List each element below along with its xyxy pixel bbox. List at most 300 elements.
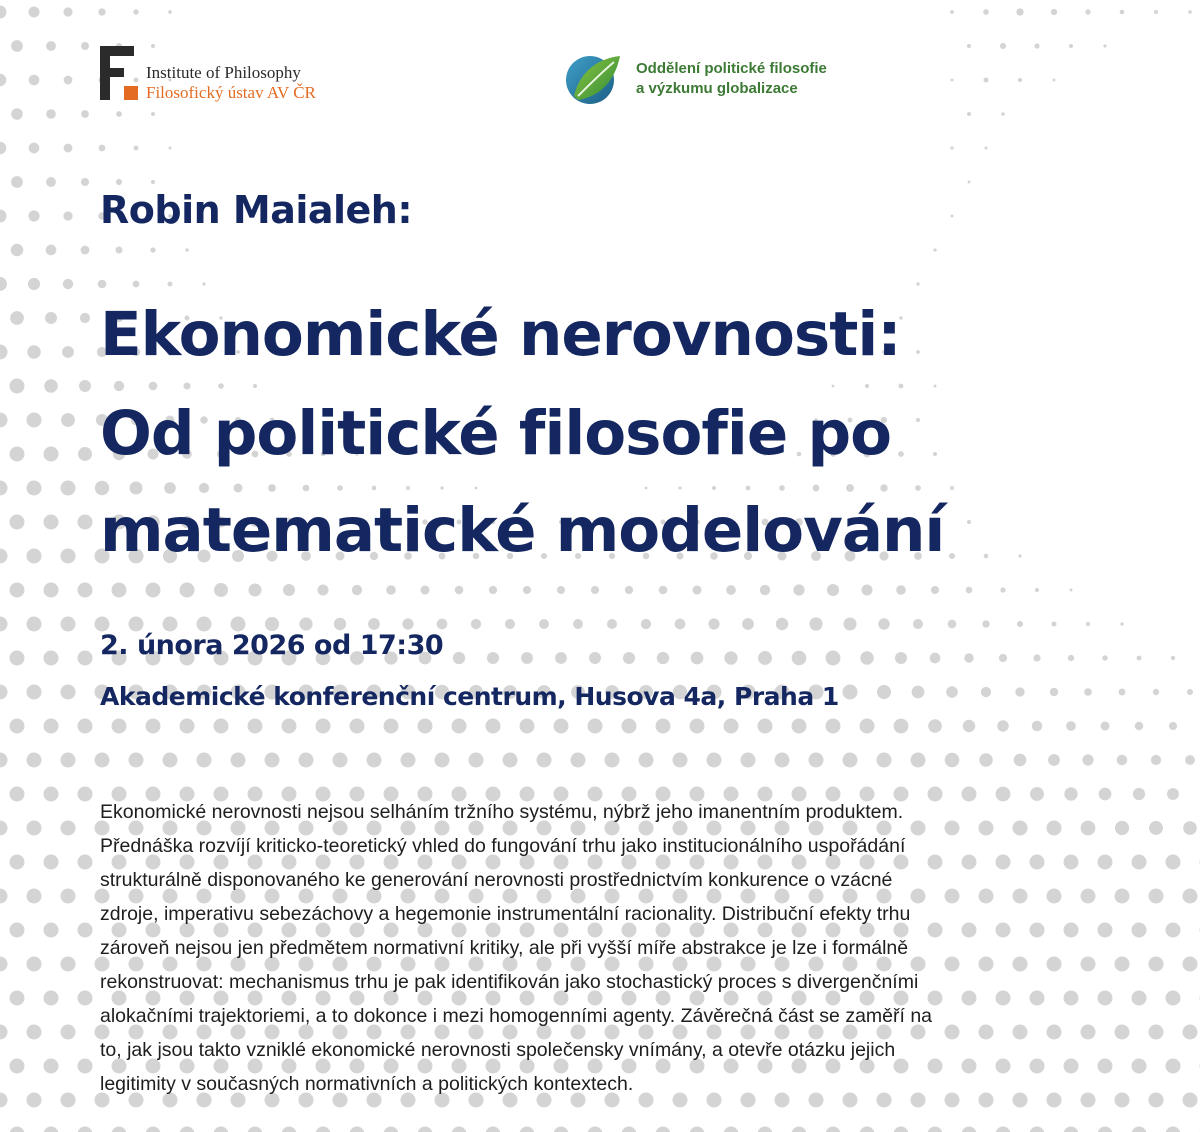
- background-dot: [521, 652, 533, 664]
- background-dot: [455, 586, 464, 595]
- background-dot: [1132, 1059, 1147, 1074]
- background-dot: [440, 486, 443, 489]
- background-dot: [503, 753, 518, 768]
- background-dot: [44, 991, 59, 1006]
- background-dot: [1102, 655, 1107, 660]
- background-dot: [79, 380, 91, 392]
- background-dot: [896, 585, 906, 595]
- background-dot: [10, 311, 24, 325]
- background-dot: [537, 753, 552, 768]
- background-dot: [163, 753, 178, 768]
- abstract-line: strukturálně disponovaného ke generování nerovnosti prostřednictvím konkurence o vzácné: [100, 869, 893, 891]
- background-dot: [913, 619, 923, 629]
- background-dot: [487, 652, 499, 664]
- lecture-title-line: Ekonomické nerovnosti:: [100, 299, 901, 370]
- background-dot: [1132, 923, 1147, 938]
- background-dot: [1183, 1093, 1198, 1108]
- background-dot: [692, 585, 701, 594]
- background-dot: [916, 282, 919, 285]
- background-dot: [384, 1127, 399, 1132]
- background-dot: [1068, 655, 1074, 661]
- background-dot: [10, 787, 25, 802]
- background-dot: [1132, 991, 1147, 1006]
- background-dot: [983, 77, 988, 82]
- background-dot: [0, 1093, 8, 1108]
- abstract-text: [100, 795, 1110, 1101]
- background-dot: [386, 585, 396, 595]
- background-dot: [44, 1127, 59, 1132]
- background-dot: [78, 719, 93, 734]
- background-dot: [860, 651, 873, 664]
- leaf-globe-icon: [564, 52, 620, 106]
- background-dot: [0, 957, 8, 972]
- background-dot: [151, 112, 155, 116]
- background-dot: [202, 282, 205, 285]
- background-dot: [63, 211, 72, 220]
- background-dot: [334, 618, 346, 630]
- background-dot: [656, 1127, 671, 1132]
- background-dot: [29, 143, 40, 154]
- background-dot: [116, 179, 122, 185]
- background-dot: [589, 652, 601, 664]
- background-dot: [248, 1127, 263, 1132]
- background-dot: [453, 652, 465, 664]
- background-dot: [962, 1127, 977, 1132]
- background-dot: [27, 957, 42, 972]
- background-dot: [571, 753, 586, 768]
- background-dot: [1033, 654, 1040, 661]
- department-name-line2: a výzkumu globalizace: [636, 80, 798, 97]
- background-dot: [27, 617, 42, 632]
- background-dot: [1082, 754, 1093, 765]
- background-dot: [10, 1127, 25, 1132]
- background-dot: [945, 753, 960, 768]
- background-dot: [843, 685, 858, 700]
- background-dot: [860, 1127, 875, 1132]
- background-dot: [372, 486, 377, 491]
- background-dot: [622, 719, 637, 734]
- background-dot: [0, 142, 6, 155]
- abstract-line: alokačními trajektoriemi, a to dokonce i mezi homogenními agenty. Závěrečná část se zaměří na: [100, 1005, 933, 1027]
- background-dot: [185, 248, 188, 251]
- background-dot: [951, 215, 954, 218]
- background-dot: [894, 719, 909, 734]
- background-dot: [758, 1127, 773, 1132]
- background-dot: [1149, 957, 1164, 972]
- background-dot: [44, 583, 59, 598]
- background-dot: [81, 178, 89, 186]
- background-dot: [1015, 687, 1024, 696]
- background-dot: [898, 451, 904, 457]
- background-dot: [860, 719, 875, 734]
- background-dot: [80, 313, 90, 323]
- background-dot: [1166, 991, 1181, 1006]
- background-dot: [0, 74, 6, 87]
- background-dot: [861, 584, 872, 595]
- lecture-title-line: Od politické filosofie po: [100, 398, 892, 469]
- background-dot: [11, 176, 23, 188]
- background-dot: [639, 753, 654, 768]
- background-dot: [418, 719, 433, 734]
- background-dot: [78, 787, 93, 802]
- background-dot: [27, 549, 42, 564]
- background-dot: [724, 719, 739, 734]
- background-dot: [168, 10, 172, 14]
- background-dot: [146, 583, 161, 598]
- background-dot: [452, 1127, 467, 1132]
- background-dot: [10, 515, 25, 530]
- background-dot: [949, 553, 955, 559]
- background-dot: [1132, 1127, 1147, 1132]
- background-dot: [218, 383, 224, 389]
- background-dot: [690, 1127, 705, 1132]
- background-dot: [1018, 554, 1021, 557]
- background-dot: [401, 753, 416, 768]
- background-dot: [10, 991, 25, 1006]
- background-dot: [966, 587, 973, 594]
- background-dot: [625, 586, 633, 594]
- abstract-line: Ekonomické nerovnosti nejsou selháním tržního systému, nýbrž jeho imanentním produktem.: [100, 801, 904, 823]
- background-dot: [691, 652, 704, 665]
- background-dot: [10, 447, 25, 462]
- background-dot: [214, 1127, 229, 1132]
- background-dot: [78, 1059, 93, 1074]
- background-dot: [253, 384, 257, 388]
- background-dot: [1035, 588, 1039, 592]
- background-dot: [1120, 10, 1125, 15]
- background-dot: [44, 1059, 59, 1074]
- background-dot: [523, 586, 531, 594]
- background-dot: [28, 210, 39, 221]
- background-dot: [1154, 10, 1158, 14]
- abstract-line: zdroje, imperativu sebezáchovy a hegemonie instrumentální racionality. Distribuční efekty trhu: [100, 903, 911, 925]
- background-dot: [707, 753, 722, 768]
- background-dot: [878, 618, 889, 629]
- background-dot: [316, 1127, 331, 1132]
- background-dot: [1137, 656, 1142, 661]
- background-dot: [115, 246, 122, 253]
- background-dot: [435, 753, 450, 768]
- background-dot: [1100, 721, 1109, 730]
- background-dot: [134, 146, 139, 151]
- background-dot: [27, 413, 42, 428]
- background-dot: [10, 583, 25, 598]
- background-dot: [61, 753, 76, 768]
- background-dot: [708, 618, 719, 629]
- background-dot: [539, 619, 549, 629]
- background-dot: [1135, 722, 1143, 730]
- background-dot: [934, 385, 937, 388]
- background-dot: [1052, 78, 1055, 81]
- background-dot: [844, 618, 857, 631]
- background-dot: [950, 78, 953, 81]
- background-dot: [1000, 43, 1006, 49]
- background-dot: [61, 821, 76, 836]
- abstract-line: rekonstruovat: mechanismus trhu je pak identifikován jako stochastický proces s divergenčními: [100, 971, 919, 993]
- background-dot: [1187, 689, 1193, 695]
- background-dot: [933, 248, 936, 251]
- background-dot: [1166, 855, 1181, 870]
- institute-name-en: Institute of Philosophy: [146, 63, 301, 82]
- background-dot: [249, 584, 262, 597]
- background-dot: [367, 753, 382, 768]
- abstract-line: to, jak jsou takto vzniklé ekonomické nerovnosti společensky vnímány, a otevře otázku jejich: [100, 1039, 896, 1061]
- background-dot: [1149, 821, 1163, 835]
- background-dot: [827, 584, 839, 596]
- background-dot: [61, 549, 76, 564]
- background-dot: [1167, 788, 1179, 800]
- background-dot: [1153, 689, 1159, 695]
- background-dot: [1066, 721, 1076, 731]
- background-dot: [950, 10, 954, 14]
- background-dot: [10, 923, 25, 938]
- background-dot: [928, 719, 942, 733]
- background-dot: [78, 923, 93, 938]
- background-dot: [180, 1127, 195, 1132]
- background-dot: [11, 244, 24, 257]
- background-dot: [95, 753, 110, 768]
- background-dot: [1117, 755, 1128, 766]
- background-dot: [146, 1127, 161, 1132]
- background-dot: [967, 112, 971, 116]
- background-dot: [283, 584, 295, 596]
- background-dot: [112, 583, 127, 598]
- background-dot: [1064, 1127, 1079, 1132]
- background-dot: [984, 146, 987, 149]
- background-dot: [44, 923, 59, 938]
- background-dot: [792, 1127, 807, 1132]
- background-dot: [1115, 1093, 1130, 1108]
- background-dot: [605, 753, 620, 768]
- background-dot: [0, 277, 7, 291]
- background-dot: [1115, 821, 1129, 835]
- background-dot: [197, 753, 212, 768]
- background-dot: [149, 382, 158, 391]
- background-dot: [997, 720, 1008, 731]
- background-dot: [1151, 755, 1161, 765]
- background-dot: [352, 585, 362, 595]
- background-dot: [0, 753, 8, 768]
- institute-name-cz: Filosofický ústav AV ČR: [146, 83, 316, 102]
- background-dot: [486, 1127, 501, 1132]
- background-dot: [151, 180, 155, 184]
- background-dot: [350, 1127, 365, 1132]
- background-dot: [27, 1093, 42, 1108]
- background-dot: [964, 653, 973, 662]
- background-dot: [776, 618, 788, 630]
- background-dot: [999, 654, 1007, 662]
- background-dot: [27, 889, 42, 904]
- background-dot: [78, 991, 93, 1006]
- background-dot: [832, 385, 835, 388]
- background-dot: [180, 719, 195, 734]
- background-dot: [950, 486, 954, 490]
- background-dot: [116, 111, 122, 117]
- background-dot: [78, 1127, 93, 1132]
- background-dot: [183, 382, 190, 389]
- background-dot: [28, 278, 40, 290]
- background-dot: [809, 753, 824, 768]
- background-dot: [895, 652, 907, 664]
- background-dot: [1149, 889, 1164, 904]
- background-dot: [826, 651, 841, 666]
- background-dot: [98, 280, 107, 289]
- background-dot: [979, 753, 993, 767]
- background-dot: [489, 586, 497, 594]
- background-dot: [265, 617, 279, 631]
- background-dot: [62, 346, 74, 358]
- background-dot: [28, 6, 39, 17]
- background-dot: [930, 653, 941, 664]
- background-dot: [0, 617, 8, 632]
- background-dot: [402, 618, 413, 629]
- background-dot: [1183, 1025, 1198, 1040]
- background-dot: [1000, 587, 1005, 592]
- background-dot: [0, 209, 7, 222]
- background-dot: [911, 753, 926, 768]
- background-dot: [1014, 754, 1027, 767]
- background-dot: [968, 181, 971, 184]
- background-dot: [557, 586, 565, 594]
- background-dot: [317, 584, 328, 595]
- background-dot: [981, 687, 991, 697]
- background-dot: [0, 685, 8, 700]
- background-dot: [554, 719, 569, 734]
- background-dot: [946, 686, 958, 698]
- background-dot: [983, 9, 989, 15]
- background-dot: [1017, 621, 1023, 627]
- background-dot: [760, 585, 770, 595]
- background-dot: [0, 345, 8, 360]
- background-dot: [933, 452, 937, 456]
- background-dot: [809, 617, 822, 630]
- background-dot: [1120, 622, 1123, 625]
- background-dot: [27, 821, 42, 836]
- background-dot: [916, 350, 920, 354]
- background-dot: [0, 889, 8, 904]
- background-dot: [44, 447, 59, 462]
- background-dot: [1149, 1093, 1164, 1108]
- background-dot: [1051, 9, 1057, 15]
- background-dot: [1050, 688, 1058, 696]
- background-dot: [984, 554, 989, 559]
- background-dot: [199, 483, 209, 493]
- background-dot: [112, 1127, 127, 1132]
- background-dot: [916, 418, 920, 422]
- background-dot: [520, 719, 535, 734]
- background-dot: [78, 447, 92, 461]
- abstract-line: Přednáška rozvíjí kriticko-teoretický vhled do fungování trhu jako institucionálního uspořádání: [100, 835, 906, 857]
- background-dot: [1048, 754, 1060, 766]
- background-dot: [675, 619, 686, 630]
- background-dot: [44, 787, 59, 802]
- background-dot: [99, 145, 106, 152]
- event-venue: Akademické konferenční centrum, Husova 4a, Praha 1: [100, 682, 839, 711]
- background-dot: [64, 144, 73, 153]
- lecture-title-line: matematické modelování: [100, 495, 945, 566]
- background-dot: [303, 485, 310, 492]
- background-dot: [877, 685, 891, 699]
- background-dot: [880, 484, 887, 491]
- background-dot: [1016, 8, 1023, 15]
- speaker-name: Robin Maialeh:: [100, 188, 413, 232]
- background-dot: [1115, 889, 1130, 904]
- background-dot: [894, 1127, 909, 1132]
- background-dot: [46, 177, 56, 187]
- background-dot: [61, 617, 76, 632]
- background-dot: [316, 719, 331, 734]
- background-dot: [657, 652, 669, 664]
- background-dot: [95, 481, 109, 495]
- background-dot: [98, 8, 105, 15]
- background-dot: [452, 719, 467, 734]
- background-dot: [368, 618, 380, 630]
- background-dot: [678, 486, 681, 489]
- background-dot: [133, 9, 138, 14]
- background-dot: [44, 515, 59, 530]
- background-dot: [27, 1025, 42, 1040]
- background-dot: [588, 719, 603, 734]
- background-dot: [46, 41, 56, 51]
- background-dot: [843, 753, 858, 768]
- background-dot: [792, 651, 807, 666]
- background-dot: [554, 1127, 569, 1132]
- background-dot: [591, 586, 599, 594]
- background-dot: [656, 719, 671, 734]
- background-dot: [268, 484, 276, 492]
- background-dot: [78, 583, 93, 598]
- background-dot: [46, 245, 57, 256]
- background-dot: [61, 1093, 76, 1108]
- abstract-line: legitimity v současných normativních a politických kontextech.: [100, 1073, 634, 1095]
- institute-logo: [100, 46, 330, 102]
- background-dot: [27, 345, 41, 359]
- background-dot: [44, 719, 59, 734]
- background-dot: [299, 753, 314, 768]
- background-dot: [758, 651, 772, 665]
- background-dot: [1188, 10, 1192, 14]
- abstract-line: zároveň nejsou jen předmětem normativní kritiky, ale při vyšší míře abstrakce je lze i formálně: [100, 937, 909, 959]
- background-dot: [1119, 689, 1126, 696]
- background-dot: [623, 652, 635, 664]
- background-dot: [865, 384, 869, 388]
- department-logo: [564, 52, 884, 108]
- background-dot: [1034, 43, 1039, 48]
- background-dot: [758, 719, 773, 734]
- background-dot: [61, 685, 76, 700]
- background-dot: [282, 1127, 297, 1132]
- background-dot: [641, 619, 651, 629]
- background-dot: [742, 618, 754, 630]
- background-dot: [282, 719, 297, 734]
- background-dot: [64, 76, 73, 85]
- background-dot: [133, 281, 140, 288]
- background-dot: [1018, 78, 1022, 82]
- background-dot: [61, 957, 76, 972]
- background-dot: [1085, 9, 1090, 14]
- department-name-line1: Oddělení politické filosofie: [636, 60, 827, 77]
- background-dot: [555, 652, 567, 664]
- background-dot: [333, 753, 348, 768]
- background-dot: [1103, 44, 1106, 47]
- background-dot: [61, 413, 75, 427]
- background-dot: [899, 384, 904, 389]
- background-dot: [1084, 688, 1092, 696]
- background-dot: [724, 1127, 739, 1132]
- background-dot: [81, 42, 89, 50]
- background-dot: [164, 482, 176, 494]
- background-dot: [1070, 589, 1073, 592]
